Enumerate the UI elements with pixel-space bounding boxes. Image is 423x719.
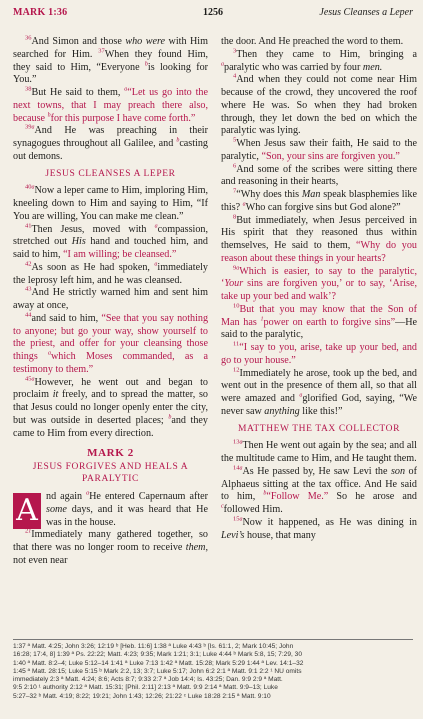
right-column — [221, 36, 417, 542]
verse-2-15: $^{15a}$Now it happened, as He was dining in Levi’s house, that many — [221, 515, 417, 541]
verse-2-7: $^7$“Why does this Man speak blasphemies like this? $^a$Who can forgive sins but God alone?” — [221, 187, 417, 213]
verse-1-36: $^{36}$And Simon and those who were with Him searched for Him. $^{37}$When they found Him, they said to Him, “Everyone $^b$is looking for You.” — [13, 34, 209, 86]
drop-cap: A — [13, 493, 41, 529]
verse-2-6: $^6$And some of the scribes were sitting there and reasoning in their hearts, — [221, 162, 417, 188]
verse-1-42: $^{42}$As soon as He had spoken, $^a$immediately the leprosy left him, and he was cleansed. — [13, 260, 208, 286]
verse-2-14: $^{14a}$As He passed by, He saw Levi the son of Alphaeus sitting at the tax office. And He said to him, $^b$“Follow Me.” So he arose and $^c$followed Him. — [221, 464, 417, 515]
footnote-line: 1:40 ª Matt. 8:2–4; Luke 5:12–14 1:41 ª Luke 7:13 1:42 ª Matt. 15:28; Mark 5:29 1:44 ª Lev. 14:1–32 — [13, 659, 304, 667]
verse-2-12: $^{12}$Immediately he arose, took up the bed, and went out in the presence of them all, so that all were amazed and $^a$glorified God, saying, “We never saw anything like this!” — [221, 366, 417, 417]
verse-2-4: $^4$And when they could not come near Him because of the crowd, they uncovered the roof where He was. So when they had broken through, they let down the bed on which the paralytic was lying. — [221, 72, 417, 137]
verse-2-13: $^{13a}$Then He went out again by the sea; and all the multitude came to Him, and He taught them. — [221, 438, 417, 464]
footnote-line: 5:27–32 ᵇ Matt. 4:19; 8:22; 19:21; John 1:43; 12:26; 21:22 ᶜ Luke 18:28 2:15 ª Matt. 9:10 — [13, 692, 271, 700]
verse-2-8: $^8$But immediately, when Jesus perceived in His spirit that they reasoned thus within themselves, He said to them, “Why do you reason about these things in your hearts? — [221, 213, 417, 264]
verse-1-45: $^{45a}$However, he went out and began to proclaim it freely, and to spread the matter, so that Jesus could no longer openly enter the city, but was outside in deserted places; $^b$and they came to Him from every direction. — [13, 375, 208, 439]
page-number: 1256 — [203, 7, 223, 18]
footnote-line: 1:45 ª Matt. 28:15; Luke 5:15 ᵇ Mark 2:2, 13; 3:7; Luke 5:17; John 6:2 2:1 ª Matt. 9:1 2:2 ¹ NU omits — [13, 667, 302, 675]
running-header — [13, 7, 413, 21]
footnote-line: 1:37 ª Matt. 4:25; John 3:26; 12:19 ᵇ [Heb. 11:6] 1:38 ª Luke 4:43 ᵇ [Is. 61:1, 2; Mark 10:45; John — [13, 643, 294, 650]
verse-2-9: $^{9a}$Which is easier, to say to the paralytic, ‘Your sins are forgiven you,’ or to say, ‘Arise, take up your bed and walk’? — [221, 264, 417, 302]
verse-1-38: $^{38}$But He said to them, $^a$“Let us go into the next towns, that I may preach there also, because $^b$for this purpose I have come forth.” — [13, 85, 208, 124]
verse-2-3: $^3$Then they came to Him, bringing a $^a$paralytic who was carried by four men. — [221, 47, 417, 73]
chapter-heading: MARK 2 — [87, 447, 134, 460]
section-heading-paralytic: JESUS FORGIVES AND HEALS A PARALYTIC — [32, 462, 189, 484]
verse-1-39: $^{39a}$And He was preaching in their synagogues throughout all Galilee, and $^b$casting out demons. — [13, 123, 208, 162]
footnote-line: 9:5 2:10 ¹ authority 2:12 ª Matt. 15:31; [Phil. 2:11] 2:13 ª Matt. 9:9 2:14 ª Matt. 9:9–13; Luke — [13, 684, 278, 692]
footnote-line: immediately 2:3 ª Matt. 4:24; 8:6; Acts 8:7; 9:33 2:7 ª Job 14:4; Is. 43:25; Dan. 9:9 2:9 ª Matt. — [13, 676, 283, 684]
verse-1-44: $^{44}$and said to him, “See that you say nothing to anyone; but go your way, show yourself to the priest, and offer for your cleansing those things $^a$which Moses commanded, as a testimony to them.” — [13, 311, 209, 375]
footnote-line: 16:28; 17:4, 8] 1:39 ª Ps. 22:22; Matt. 4:23; 9:35; Mark 1:21; 3:1; Luke 4:44 ᵇ Mark 5:8, 15; 7:29, 30 — [13, 651, 303, 659]
verse-2-10: $^{10}$But that you may know that the Son of Man has $^1$power on earth to forgive sins”—He said to the paralytic, — [221, 302, 417, 341]
cross-references — [13, 639, 413, 701]
verse-2-11: $^{11}$“I say to you, arise, take up your bed, and go to your house.” — [221, 340, 417, 366]
verse-2-2: $^{21}$Immediately many gathered together, so that there was no longer room to receive them, not even near — [13, 527, 208, 566]
header-reference: MARK 1:36 — [13, 7, 68, 18]
header-section-title: Jesus Cleanses a Leper — [319, 7, 413, 18]
verse-2-1: A nd again $^a$He entered Capernaum after some days, and it was heard that He was in the house. — [13, 491, 208, 529]
section-heading-matthew: MATTHEW THE TAX COLLECTOR — [237, 423, 401, 434]
verse-1-40: $^{40a}$Now a leper came to Him, imploring Him, kneeling down to Him and saying to Him, “If You are willing, You can make me clean.” — [13, 183, 208, 222]
left-column — [13, 36, 208, 568]
verse-1-41: $^{41}$Then Jesus, moved with $^a$compassion, stretched out His hand and touched him, and said to him, “I am willing; be cleansed.” — [13, 222, 208, 260]
verse-2-2-cont: the door. And He preached the word to them. — [221, 36, 404, 47]
section-heading-leper: JESUS CLEANSES A LEPER — [45, 168, 176, 179]
verse-1-43: $^{43}$And He strictly warned him and sent him away at once, — [13, 285, 208, 311]
verse-2-5: $^5$When Jesus saw their faith, He said to the paralytic, “Son, your sins are forgiven you.” — [221, 136, 417, 162]
